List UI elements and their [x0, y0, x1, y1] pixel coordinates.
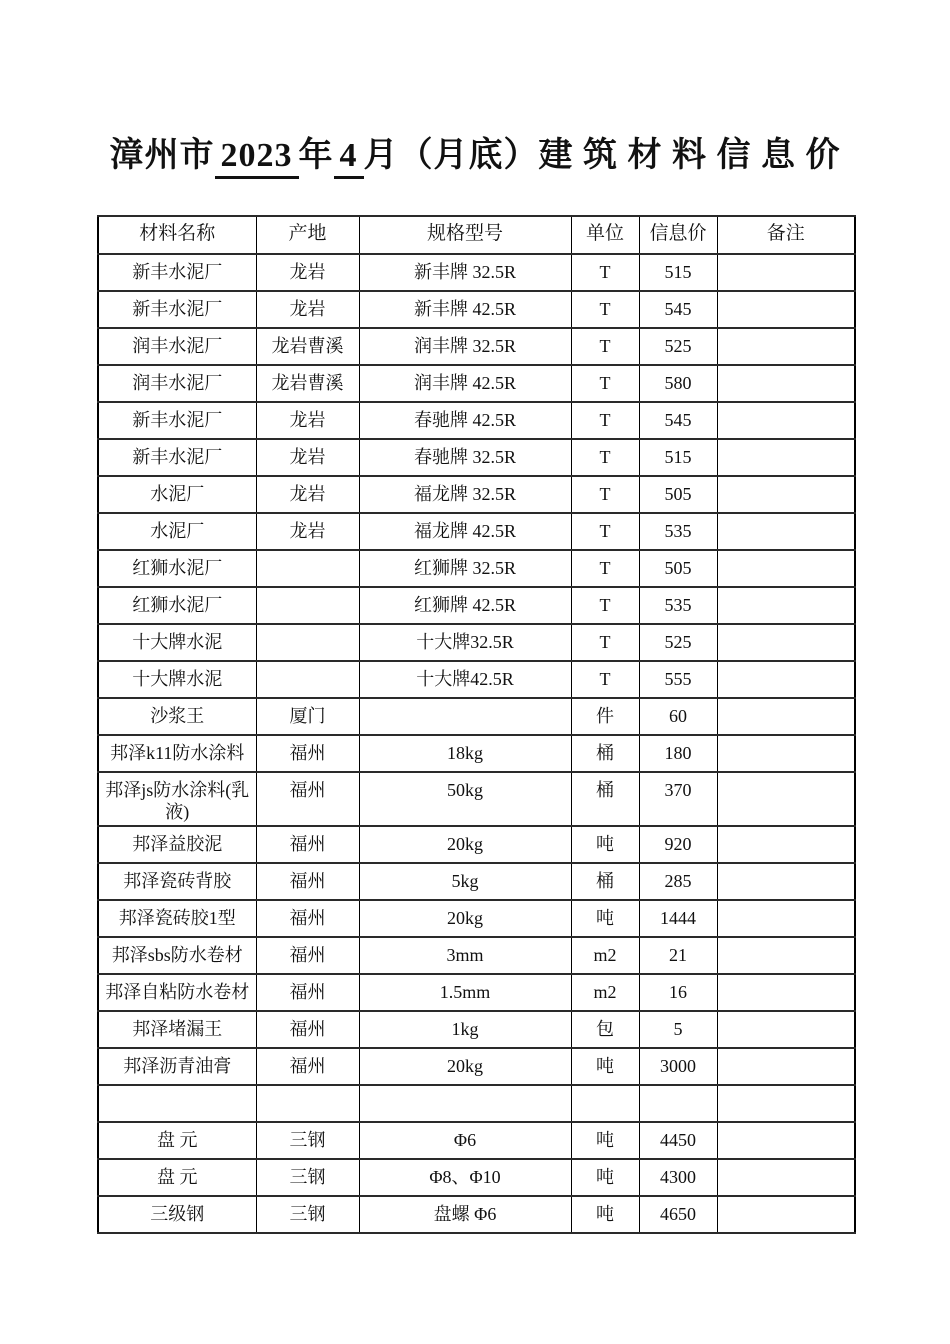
table-row: [98, 1085, 855, 1122]
cell-info-price: 4450: [639, 1122, 717, 1159]
cell-origin: 三钢: [256, 1159, 359, 1196]
cell-spec-model: [359, 698, 571, 735]
cell-unit: T: [571, 550, 639, 587]
cell-origin: 龙岩: [256, 439, 359, 476]
table-row: [98, 1048, 855, 1085]
cell-spec-model: 20kg: [359, 900, 571, 937]
cell-note: [717, 1196, 855, 1233]
cell-note: [717, 439, 855, 476]
title-year-unit: 年: [298, 137, 334, 174]
header-material-name: 材料名称: [98, 216, 256, 254]
cell-info-price: 505: [639, 476, 717, 513]
cell-note: [717, 402, 855, 439]
cell-unit: 吨: [571, 1122, 639, 1159]
cell-info-price: [639, 1085, 717, 1122]
cell-info-price: 535: [639, 513, 717, 550]
cell-info-price: 555: [639, 661, 717, 698]
cell-spec-model: 3mm: [359, 937, 571, 974]
cell-material-name: 红狮水泥厂: [98, 550, 256, 587]
cell-material-name: 邦泽sbs防水卷材: [98, 937, 256, 974]
cell-origin: 福州: [256, 1011, 359, 1048]
header-spec-model: 规格型号: [359, 216, 571, 254]
cell-note: [717, 476, 855, 513]
cell-material-name: 邦泽益胶泥: [98, 826, 256, 863]
cell-material-name: 沙浆王: [98, 698, 256, 735]
cell-unit: 吨: [571, 1159, 639, 1196]
cell-origin: 龙岩: [256, 402, 359, 439]
cell-spec-model: 盘螺 Φ6: [359, 1196, 571, 1233]
cell-spec-model: 福龙牌 42.5R: [359, 513, 571, 550]
cell-spec-model: 1.5mm: [359, 974, 571, 1011]
cell-info-price: 1444: [639, 900, 717, 937]
table-row: [98, 291, 855, 328]
cell-material-name: 邦泽js防水涂料(乳液): [98, 772, 256, 826]
cell-note: [717, 698, 855, 735]
cell-origin: 厦门: [256, 698, 359, 735]
cell-info-price: 580: [639, 365, 717, 402]
cell-spec-model: 5kg: [359, 863, 571, 900]
cell-material-name: 新丰水泥厂: [98, 439, 256, 476]
cell-note: [717, 735, 855, 772]
cell-info-price: 4300: [639, 1159, 717, 1196]
cell-note: [717, 550, 855, 587]
cell-material-name: 盘 元: [98, 1122, 256, 1159]
cell-info-price: 285: [639, 863, 717, 900]
cell-spec-model: 新丰牌 42.5R: [359, 291, 571, 328]
cell-material-name: 新丰水泥厂: [98, 291, 256, 328]
cell-note: [717, 826, 855, 863]
cell-origin: [256, 624, 359, 661]
cell-spec-model: 春驰牌 32.5R: [359, 439, 571, 476]
table-row: [98, 550, 855, 587]
cell-material-name: 润丰水泥厂: [98, 365, 256, 402]
cell-spec-model: 18kg: [359, 735, 571, 772]
cell-origin: 福州: [256, 735, 359, 772]
table-row: [98, 254, 855, 291]
cell-note: [717, 974, 855, 1011]
cell-note: [717, 624, 855, 661]
cell-info-price: 525: [639, 328, 717, 365]
header-note: 备注: [717, 216, 855, 254]
cell-note: [717, 1048, 855, 1085]
cell-spec-model: 润丰牌 32.5R: [359, 328, 571, 365]
cell-spec-model: 1kg: [359, 1011, 571, 1048]
cell-origin: 福州: [256, 863, 359, 900]
cell-info-price: 920: [639, 826, 717, 863]
material-price-table: [97, 215, 856, 1234]
cell-note: [717, 328, 855, 365]
cell-unit: 包: [571, 1011, 639, 1048]
cell-material-name: 红狮水泥厂: [98, 587, 256, 624]
cell-unit: m2: [571, 974, 639, 1011]
cell-material-name: 邦泽瓷砖背胶: [98, 863, 256, 900]
cell-unit: 桶: [571, 863, 639, 900]
cell-origin: 龙岩: [256, 513, 359, 550]
cell-unit: 桶: [571, 772, 639, 826]
cell-info-price: 525: [639, 624, 717, 661]
cell-info-price: 21: [639, 937, 717, 974]
cell-note: [717, 365, 855, 402]
cell-spec-model: 十大牌42.5R: [359, 661, 571, 698]
cell-unit: 吨: [571, 1048, 639, 1085]
table-row: [98, 661, 855, 698]
header-unit: 单位: [571, 216, 639, 254]
cell-note: [717, 254, 855, 291]
cell-spec-model: Φ8、Φ10: [359, 1159, 571, 1196]
cell-unit: T: [571, 365, 639, 402]
cell-material-name: 三级钢: [98, 1196, 256, 1233]
cell-note: [717, 772, 855, 826]
cell-origin: 福州: [256, 772, 359, 826]
cell-unit: T: [571, 587, 639, 624]
cell-spec-model: 福龙牌 32.5R: [359, 476, 571, 513]
cell-unit: T: [571, 476, 639, 513]
cell-origin: 龙岩: [256, 476, 359, 513]
title-month-unit: 月: [363, 137, 399, 174]
cell-origin: 福州: [256, 900, 359, 937]
cell-note: [717, 1159, 855, 1196]
page-title: [0, 127, 950, 179]
cell-material-name: 十大牌水泥: [98, 624, 256, 661]
table-row: [98, 328, 855, 365]
cell-note: [717, 900, 855, 937]
cell-note: [717, 1011, 855, 1048]
cell-origin: 福州: [256, 974, 359, 1011]
cell-unit: T: [571, 254, 639, 291]
cell-info-price: 515: [639, 254, 717, 291]
cell-origin: 龙岩曹溪: [256, 365, 359, 402]
cell-unit: 件: [571, 698, 639, 735]
cell-origin: 龙岩: [256, 254, 359, 291]
cell-unit: 桶: [571, 735, 639, 772]
cell-origin: 福州: [256, 937, 359, 974]
cell-note: [717, 661, 855, 698]
cell-spec-model: 新丰牌 32.5R: [359, 254, 571, 291]
cell-material-name: 十大牌水泥: [98, 661, 256, 698]
table-row: [98, 624, 855, 661]
cell-spec-model: 十大牌32.5R: [359, 624, 571, 661]
cell-material-name: 邦泽k11防水涂料: [98, 735, 256, 772]
cell-material-name: 新丰水泥厂: [98, 402, 256, 439]
table-row: [98, 1196, 855, 1233]
cell-note: [717, 1085, 855, 1122]
header-info-price: 信息价: [639, 216, 717, 254]
cell-info-price: 16: [639, 974, 717, 1011]
table-row: [98, 698, 855, 735]
cell-origin: [256, 550, 359, 587]
cell-note: [717, 513, 855, 550]
cell-unit: T: [571, 402, 639, 439]
table-row: [98, 1122, 855, 1159]
cell-info-price: 4650: [639, 1196, 717, 1233]
cell-unit: m2: [571, 937, 639, 974]
cell-material-name: 盘 元: [98, 1159, 256, 1196]
table-row: [98, 826, 855, 863]
cell-spec-model: 20kg: [359, 826, 571, 863]
cell-note: [717, 587, 855, 624]
cell-note: [717, 863, 855, 900]
cell-unit: 吨: [571, 826, 639, 863]
cell-spec-model: 润丰牌 42.5R: [359, 365, 571, 402]
cell-spec-model: [359, 1085, 571, 1122]
cell-material-name: [98, 1085, 256, 1122]
table-row: [98, 974, 855, 1011]
cell-origin: 福州: [256, 826, 359, 863]
table-row: [98, 402, 855, 439]
cell-material-name: 邦泽沥青油膏: [98, 1048, 256, 1085]
cell-material-name: 邦泽自粘防水卷材: [98, 974, 256, 1011]
cell-unit: T: [571, 661, 639, 698]
header-origin: 产地: [256, 216, 359, 254]
cell-origin: 三钢: [256, 1196, 359, 1233]
table-row: [98, 439, 855, 476]
cell-material-name: 新丰水泥厂: [98, 254, 256, 291]
cell-material-name: 邦泽堵漏王: [98, 1011, 256, 1048]
cell-note: [717, 291, 855, 328]
title-year: 2023: [215, 136, 299, 179]
cell-note: [717, 937, 855, 974]
cell-material-name: 水泥厂: [98, 513, 256, 550]
cell-origin: 龙岩: [256, 291, 359, 328]
cell-spec-model: Φ6: [359, 1122, 571, 1159]
cell-spec-model: 红狮牌 42.5R: [359, 587, 571, 624]
table-row: [98, 772, 855, 826]
table-row: [98, 513, 855, 550]
cell-unit: [571, 1085, 639, 1122]
title-month: 4: [334, 136, 364, 179]
cell-unit: T: [571, 513, 639, 550]
cell-unit: T: [571, 291, 639, 328]
cell-origin: 福州: [256, 1048, 359, 1085]
cell-material-name: 水泥厂: [98, 476, 256, 513]
cell-unit: T: [571, 624, 639, 661]
table-row: [98, 863, 855, 900]
table-row: [98, 937, 855, 974]
cell-spec-model: 红狮牌 32.5R: [359, 550, 571, 587]
cell-info-price: 60: [639, 698, 717, 735]
cell-info-price: 545: [639, 291, 717, 328]
cell-info-price: 180: [639, 735, 717, 772]
cell-note: [717, 1122, 855, 1159]
cell-material-name: 润丰水泥厂: [98, 328, 256, 365]
cell-info-price: 545: [639, 402, 717, 439]
cell-unit: 吨: [571, 1196, 639, 1233]
table-row: [98, 735, 855, 772]
table-row: [98, 1011, 855, 1048]
cell-origin: [256, 661, 359, 698]
cell-origin: [256, 1085, 359, 1122]
table-header-row: [98, 216, 855, 254]
cell-info-price: 535: [639, 587, 717, 624]
cell-info-price: 505: [639, 550, 717, 587]
table-row: [98, 900, 855, 937]
cell-origin: 龙岩曹溪: [256, 328, 359, 365]
table-row: [98, 476, 855, 513]
cell-info-price: 515: [639, 439, 717, 476]
cell-info-price: 5: [639, 1011, 717, 1048]
cell-info-price: 370: [639, 772, 717, 826]
cell-spec-model: 春驰牌 42.5R: [359, 402, 571, 439]
cell-info-price: 3000: [639, 1048, 717, 1085]
cell-spec-model: 20kg: [359, 1048, 571, 1085]
table-row: [98, 1159, 855, 1196]
cell-origin: [256, 587, 359, 624]
cell-material-name: 邦泽瓷砖胶1型: [98, 900, 256, 937]
table-row: [98, 587, 855, 624]
table-row: [98, 365, 855, 402]
title-tail: （月底）建 筑 材 料 信 息 价: [398, 137, 841, 174]
cell-spec-model: 50kg: [359, 772, 571, 826]
title-city: 漳州市: [109, 137, 215, 174]
cell-unit: 吨: [571, 900, 639, 937]
cell-unit: T: [571, 328, 639, 365]
cell-origin: 三钢: [256, 1122, 359, 1159]
cell-unit: T: [571, 439, 639, 476]
